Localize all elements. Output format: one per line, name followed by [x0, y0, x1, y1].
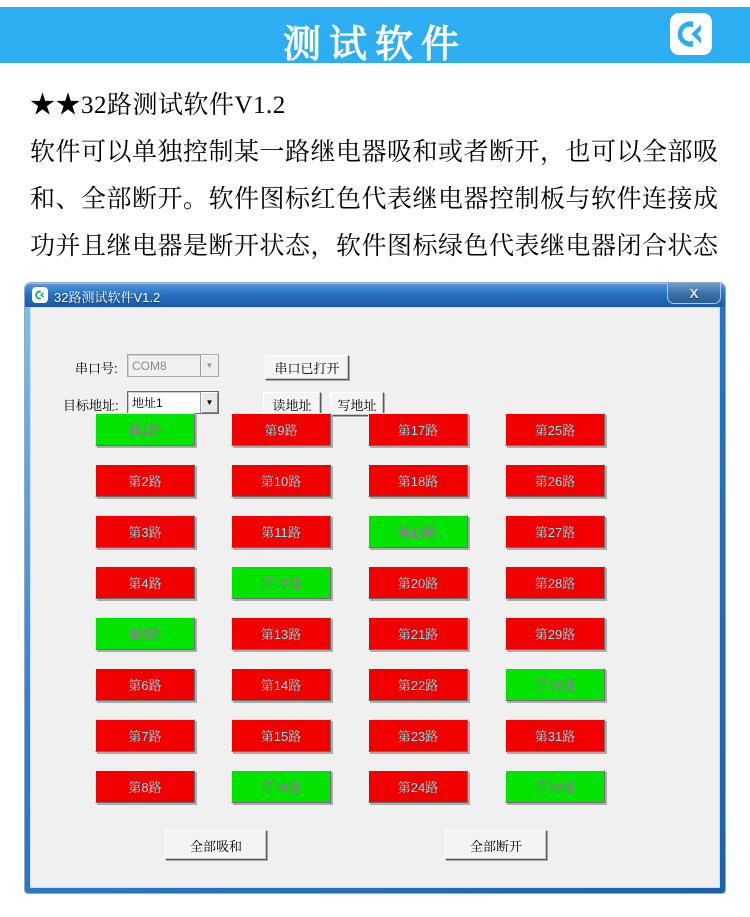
all-off-button[interactable]: 全部断开 [445, 830, 547, 860]
channel-button-9[interactable]: 第9路 [231, 413, 331, 446]
app-banner [0, 7, 750, 66]
channel-button-10[interactable]: 第10路 [231, 464, 331, 497]
intro-line-4: 功并且继电器是断开状态，软件图标绿色代表继电器闭合状态 [30, 233, 719, 260]
banner-title: 测试软件 [282, 21, 467, 66]
channel-button-16[interactable]: 第16路 [231, 770, 331, 803]
chevron-down-icon[interactable]: ▼ [200, 392, 218, 413]
channel-button-31[interactable]: 第31路 [505, 719, 605, 752]
channel-button-23[interactable]: 第23路 [368, 719, 468, 752]
serial-port-value: COM8 [132, 358, 167, 373]
channel-button-14[interactable]: 第14路 [231, 668, 331, 701]
window-title: 32路测试软件V1.2 [54, 290, 161, 305]
intro-line-1: ★★32路测试软件V1.2 [30, 92, 286, 119]
channel-button-29[interactable]: 第29路 [505, 617, 605, 650]
target-address-value: 地址1 [132, 396, 163, 410]
close-icon: X [689, 285, 699, 301]
channel-button-25[interactable]: 第25路 [505, 413, 605, 446]
channel-button-15[interactable]: 第15路 [231, 719, 331, 752]
channel-button-20[interactable]: 第20路 [368, 566, 468, 599]
intro-line-2: 软件可以单独控制某一路继电器吸和或者断开，也可以全部吸 [30, 139, 719, 166]
channel-button-18[interactable]: 第18路 [368, 464, 468, 497]
serial-port-combobox [127, 354, 219, 377]
window-titlebar[interactable] [25, 283, 725, 307]
channel-button-22[interactable]: 第22路 [368, 668, 468, 701]
target-address-label: 目标地址: [63, 398, 119, 413]
channel-button-11[interactable]: 第11路 [231, 515, 331, 548]
brand-k-logo-icon [670, 13, 712, 55]
channel-button-30[interactable]: 第30路 [505, 668, 605, 701]
channel-button-32[interactable]: 第32路 [505, 770, 605, 803]
channel-button-2[interactable]: 第2路 [95, 464, 195, 497]
channel-button-7[interactable]: 第7路 [95, 719, 195, 752]
channel-button-28[interactable]: 第28路 [505, 566, 605, 599]
channel-button-12[interactable]: 第12路 [231, 566, 331, 599]
intro-line-3: 和、全部断开。软件图标红色代表继电器控制板与软件连接成 [30, 186, 719, 213]
write-address-button[interactable]: 写地址 [330, 392, 384, 416]
channel-button-24[interactable]: 第24路 [368, 770, 468, 803]
channel-button-19[interactable]: 第19路 [368, 515, 468, 548]
channel-button-6[interactable]: 第6路 [95, 668, 195, 701]
channel-button-1[interactable]: 第1路 [95, 413, 195, 446]
channel-button-13[interactable]: 第13路 [231, 617, 331, 650]
channel-button-8[interactable]: 第8路 [95, 770, 195, 803]
window-client-area [30, 307, 720, 888]
channel-button-17[interactable]: 第17路 [368, 413, 468, 446]
chevron-down-icon: ▼ [200, 355, 218, 376]
relay-test-window [25, 283, 725, 893]
channel-button-5[interactable]: 第5路 [95, 617, 195, 650]
read-address-button[interactable]: 读地址 [263, 392, 321, 416]
serial-port-label: 串口号: [75, 361, 118, 376]
channel-button-3[interactable]: 第3路 [95, 515, 195, 548]
channel-button-26[interactable]: 第26路 [505, 464, 605, 497]
close-button[interactable] [667, 283, 721, 304]
channel-button-21[interactable]: 第21路 [368, 617, 468, 650]
window-icon [32, 287, 48, 303]
all-on-button[interactable]: 全部吸和 [165, 830, 267, 860]
channel-button-4[interactable]: 第4路 [95, 566, 195, 599]
target-address-combobox[interactable] [127, 391, 219, 414]
intro-paragraph [30, 82, 730, 270]
channel-button-27[interactable]: 第27路 [505, 515, 605, 548]
serial-status-button[interactable]: 串口已打开 [265, 355, 349, 380]
